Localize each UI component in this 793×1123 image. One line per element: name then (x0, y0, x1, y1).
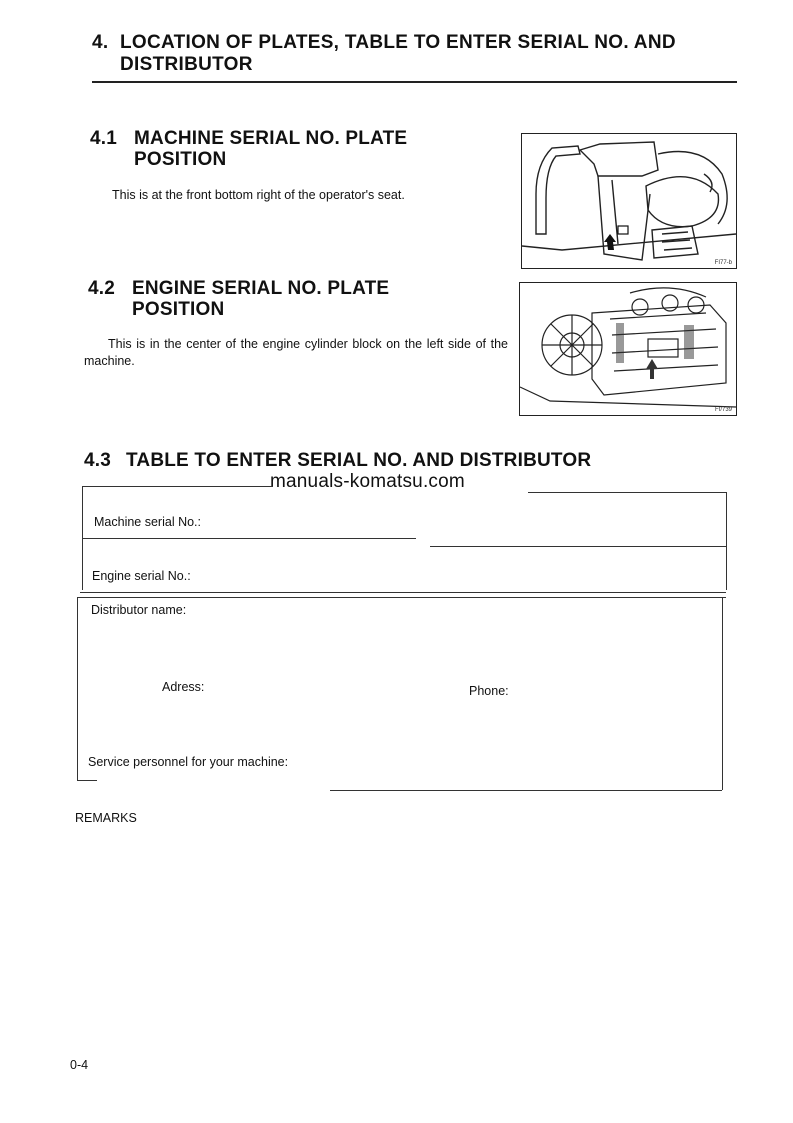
distributor-label: Distributor name: (91, 603, 187, 617)
table-border-right-upper (726, 492, 727, 590)
engine-plate-photo (519, 282, 737, 416)
subsection-title-line1: MACHINE SERIAL NO. PLATE (134, 128, 408, 149)
machine-plate-photo (521, 133, 737, 269)
section-number: 4. (92, 32, 109, 53)
table-border-top-left (83, 486, 273, 487)
table-border-bottom-right (330, 790, 722, 791)
subsection-title-line2: POSITION (132, 299, 225, 320)
row-divider-2 (80, 592, 726, 593)
table-border-top-right (528, 492, 726, 493)
subsection-body-4-2: This is in the center of the engine cylinder block on the left side of the machine. (84, 337, 508, 368)
subsection-title: TABLE TO ENTER SERIAL NO. AND DISTRIBUTOR (126, 450, 592, 471)
table-border-bottom-left (77, 780, 97, 781)
remarks-label: REMARKS (75, 811, 137, 825)
address-label: Adress: (162, 680, 205, 694)
engine-plate-illustration (520, 283, 736, 415)
row-divider-3 (78, 597, 726, 598)
section-title-line2: DISTRIBUTOR (120, 54, 253, 75)
subsection-number: 4.3 (84, 450, 112, 471)
phone-label: Phone: (469, 684, 509, 698)
subsection-body-4-1: This is at the front bottom right of the operator's seat. (112, 188, 405, 202)
table-border-left-lower (77, 597, 78, 780)
section-title (120, 32, 740, 76)
row-divider-1b (430, 546, 726, 547)
subsection-title (134, 128, 494, 170)
machine-serial-label: Machine serial No.: (94, 515, 201, 529)
service-personnel-label: Service personnel for your machine: (88, 755, 289, 769)
figure-label: FI/739 (714, 407, 732, 413)
subsection-title-line2: POSITION (134, 149, 227, 170)
engine-serial-label: Engine serial No.: (92, 569, 191, 583)
subsection-number: 4.1 (90, 128, 118, 149)
subsection-heading-4-2 (88, 278, 508, 322)
row-divider-1a (82, 538, 416, 539)
subsection-heading-4-1 (90, 128, 510, 172)
section-title-line1: LOCATION OF PLATES, TABLE TO ENTER SERIAL NO. AND (120, 32, 676, 53)
table-border-right-lower (722, 597, 723, 790)
page-number: 0-4 (70, 1058, 89, 1072)
watermark: manuals-komatsu.com (270, 471, 465, 492)
subsection-title (132, 278, 492, 320)
subsection-title-line1: ENGINE SERIAL NO. PLATE (132, 278, 390, 299)
subsection-number: 4.2 (88, 278, 116, 299)
figure-label: FI77-b (714, 260, 732, 266)
machine-plate-illustration (522, 134, 736, 268)
section-rule (92, 81, 737, 83)
